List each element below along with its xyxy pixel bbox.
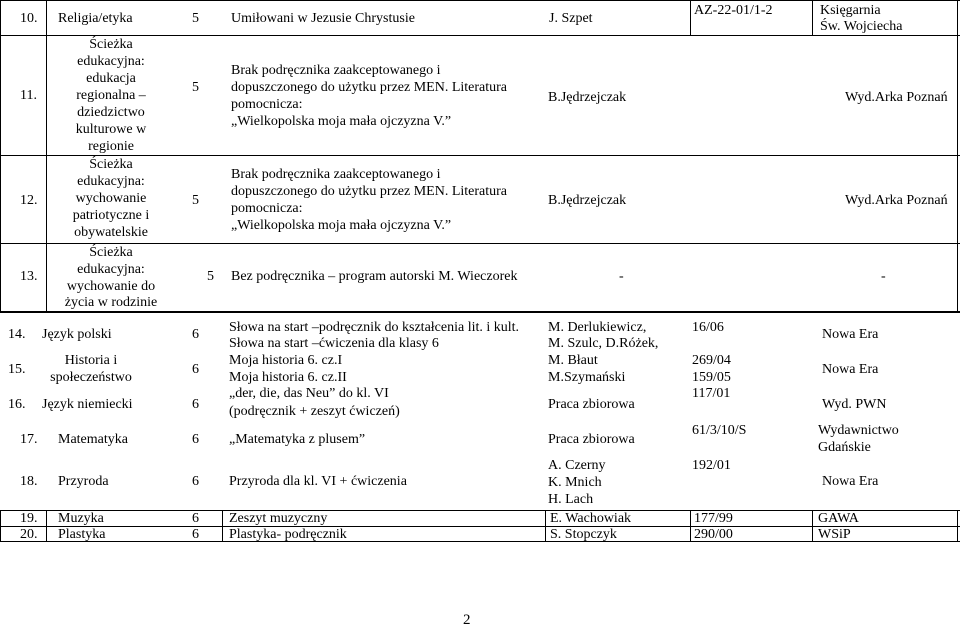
publisher-cell: Wydawnictwo [818, 423, 899, 438]
author-cell: B.Jędrzejczak [548, 90, 627, 105]
row-number: 10. [20, 11, 38, 26]
row-number: 19. [20, 511, 38, 526]
approval-cell: 177/99 [694, 511, 733, 526]
subject-cell: Przyroda [58, 474, 109, 489]
author-cell: M. Szulc, D.Różek, [548, 336, 659, 351]
row-number: 18. [20, 474, 38, 489]
row-number: 11. [20, 88, 37, 103]
table-border [0, 0, 1, 313]
author-cell: J. Szpet [549, 11, 593, 26]
approval-cell: 192/01 [692, 458, 731, 473]
row-number: 17. [20, 432, 38, 447]
title-cell: Bez podręcznika – program autorski M. Wieczorek [231, 269, 518, 284]
title-cell: (podręcznik + zeszyt ćwiczeń) [229, 404, 400, 419]
table-border [690, 0, 691, 35]
author-cell: B.Jędrzejczak [548, 193, 627, 208]
subject-cell: Matematyka [58, 432, 128, 447]
table-border [545, 510, 546, 542]
author-cell: Praca zbiorowa [548, 397, 635, 412]
subject-cell: Język polski [42, 327, 112, 342]
hours-cell: 5 [192, 193, 199, 208]
hours-cell: 6 [192, 397, 199, 412]
approval-cell: 117/01 [692, 386, 731, 401]
hours-cell: 6 [192, 432, 199, 447]
page-number: 2 [463, 612, 471, 628]
subject-cell: Muzyka [58, 511, 104, 526]
hours-cell: 5 [192, 11, 199, 26]
publisher-cell: Gdańskie [818, 440, 871, 455]
table-border [0, 0, 960, 1]
publisher-cell: Św. Wojciecha [820, 19, 903, 34]
title-cell: Umiłowani w Jezusie Chrystusie [231, 11, 415, 26]
approval-cell: 290/00 [694, 527, 733, 542]
publisher-cell: Nowa Era [822, 327, 879, 342]
title-cell: Moja historia 6. cz.II [229, 370, 347, 385]
title-cell: Słowa na start –podręcznik do kształcenia lit. i kult. [229, 320, 520, 335]
approval-cell: 269/04 [692, 353, 731, 368]
table-border [0, 510, 1, 542]
author-cell: M. Błaut [548, 353, 598, 368]
author-cell: K. Mnich [548, 475, 602, 490]
table-border [46, 510, 47, 542]
publisher-cell: Wyd.Arka Poznań [845, 193, 948, 208]
title-cell: „Matematyka z plusem” [229, 432, 366, 447]
table-border [957, 0, 958, 313]
approval-cell: 61/3/10/S [692, 423, 747, 438]
table-border [0, 510, 960, 511]
row-number: 15. [8, 362, 26, 377]
row-number: 14. [8, 327, 26, 342]
table-border [812, 510, 813, 542]
hours-cell: 5 [192, 80, 199, 95]
publisher-cell: Wyd. PWN [822, 397, 887, 412]
author-cell: A. Czerny [548, 458, 606, 473]
hours-cell: 6 [192, 511, 199, 526]
title-cell: „der, die, das Neu” do kl. VI [229, 386, 389, 401]
row-number: 13. [20, 269, 38, 284]
publisher-cell: GAWA [818, 511, 859, 526]
subject-cell: Religia/etyka [58, 11, 133, 26]
publisher-cell: WSiP [818, 527, 851, 542]
table-border [0, 155, 960, 156]
table-border [222, 510, 223, 542]
publisher-cell: - [881, 269, 886, 284]
table-border [0, 526, 960, 527]
table-border [690, 510, 691, 542]
title-cell: Zeszyt muzyczny [229, 511, 328, 526]
title-cell: Przyroda dla kl. VI + ćwiczenia [229, 474, 407, 489]
table-border [0, 243, 960, 244]
publisher-cell: Nowa Era [822, 474, 879, 489]
approval-cell: AZ-22-01/1-2 [694, 3, 773, 18]
title-cell: Słowa na start –ćwiczenia dla klasy 6 [229, 336, 439, 351]
author-cell: E. Wachowiak [550, 511, 632, 526]
hours-cell: 6 [192, 527, 199, 542]
table-border [0, 35, 960, 36]
approval-cell: 16/06 [692, 320, 724, 335]
hours-cell: 6 [192, 327, 199, 342]
subject-cell: Język niemiecki [42, 397, 133, 412]
hours-cell: 6 [192, 362, 199, 377]
author-cell: M.Szymański [548, 370, 626, 385]
publisher-cell: Nowa Era [822, 362, 879, 377]
title-cell: Plastyka- podręcznik [229, 527, 347, 542]
author-cell: M. Derlukiewicz, [548, 320, 647, 335]
hours-cell: 6 [192, 474, 199, 489]
hours-cell: 5 [207, 269, 214, 284]
row-number: 12. [20, 193, 38, 208]
subject-cell: Plastyka [58, 527, 106, 542]
title-cell: Moja historia 6. cz.I [229, 353, 343, 368]
approval-cell: 159/05 [692, 370, 731, 385]
table-border [812, 0, 813, 35]
subject-cell: społeczeństwo [50, 370, 132, 385]
author-cell: Praca zbiorowa [548, 432, 635, 447]
table-border [0, 311, 960, 313]
author-cell: - [619, 269, 624, 284]
author-cell: S. Stopczyk [550, 527, 617, 542]
table-border [957, 510, 958, 542]
subject-cell: Historia i [64, 353, 118, 368]
row-number: 16. [8, 397, 26, 412]
table-border [0, 541, 960, 542]
author-cell: H. Lach [548, 492, 594, 507]
publisher-cell: Księgarnia [820, 3, 881, 18]
row-number: 20. [20, 527, 38, 542]
publisher-cell: Wyd.Arka Poznań [845, 90, 948, 105]
